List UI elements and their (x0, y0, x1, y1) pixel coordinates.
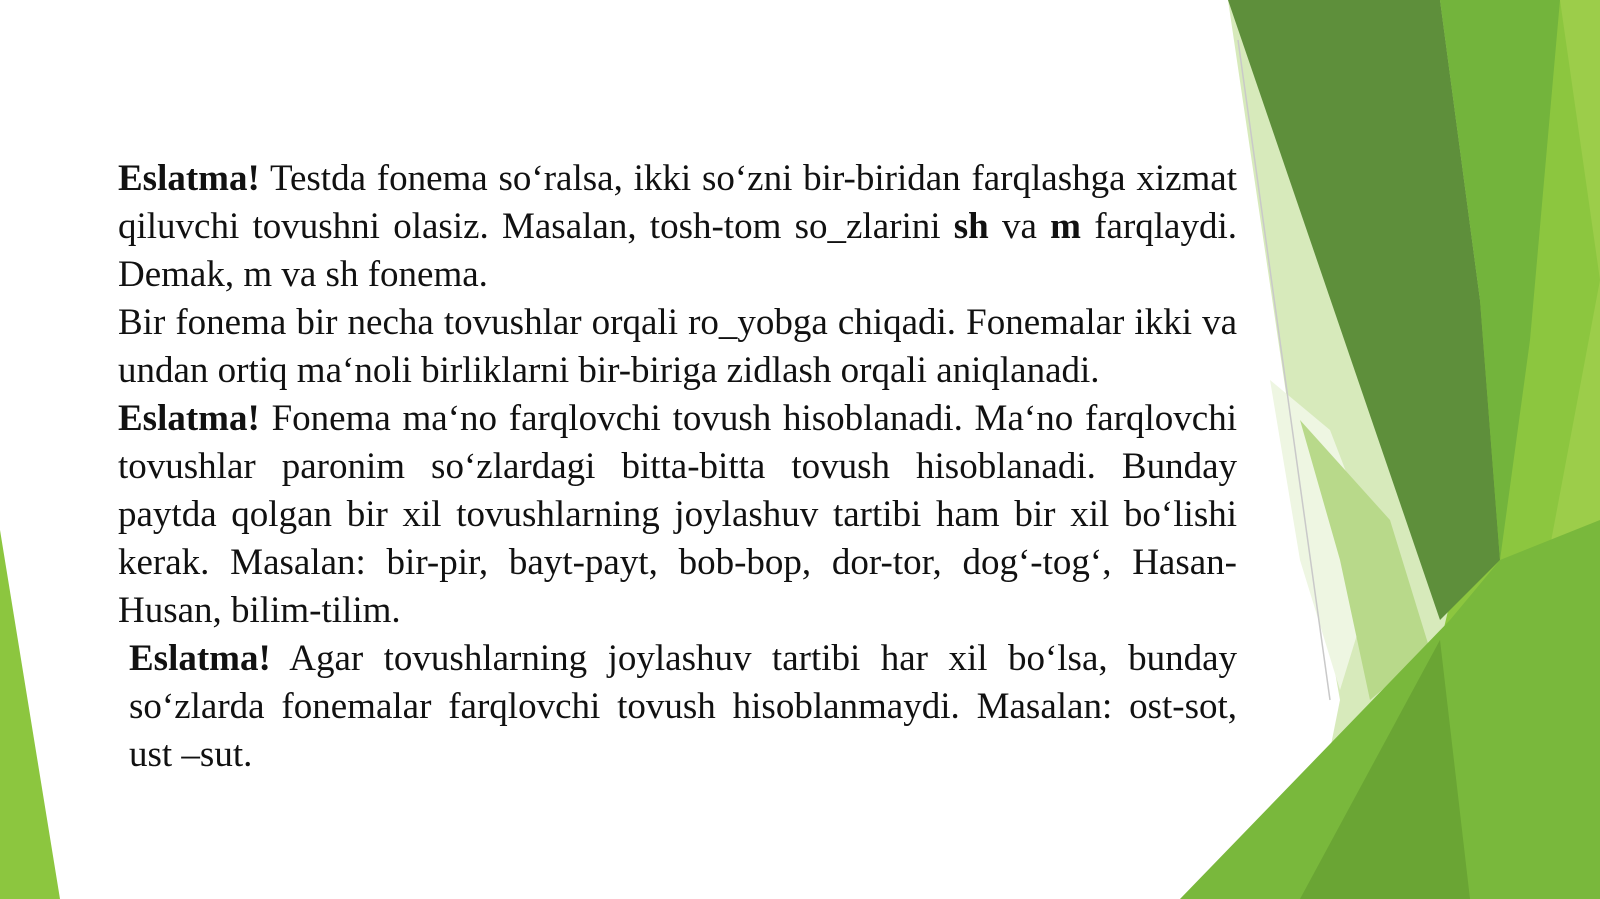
paragraph-4 (118, 635, 1237, 779)
paragraph-3 (118, 395, 1237, 635)
paragraph-text: va (988, 206, 1051, 247)
slide-text-body (118, 155, 1237, 779)
paragraph-2 (118, 299, 1237, 395)
note-label: Eslatma! (118, 158, 260, 199)
paragraph-text: farqlaydi. Demak, m va sh fonema. (118, 206, 1237, 295)
bold-term-m: m (1050, 206, 1081, 247)
paragraph-text: Fonema ma‘no farqlovchi tovush hisoblanadi. Ma‘no farqlovchi tovushlar paronim so‘zlardagi bitta-bitta tovush hisoblanadi. Bunday paytda qolgan bir xil tovushlarning joylashuv tartibi ham bir xil bo‘lishi kerak. Masalan: bir-pir, bayt-payt, bob-bop, dor-tor, dog‘-tog‘, Hasan-Husan, bilim-tilim. (118, 398, 1237, 631)
note-label: Eslatma! (129, 638, 271, 679)
bold-term-sh: sh (953, 206, 989, 247)
paragraph-text: Agar tovushlarning joylashuv tartibi har xil bo‘lsa, bunday so‘zlarda fonemalar farqlovchi tovush hisoblanmaydi. Masalan: ost-sot, ust –sut. (129, 638, 1237, 775)
facet-left (0, 530, 60, 899)
paragraph-text: Bir fonema bir necha tovushlar orqali ro_yobga chiqadi. Fonemalar ikki va undan ortiq ma‘noli birliklarni bir-biriga zidlash orqali aniqlanadi. (118, 302, 1237, 391)
paragraph-text: Testda fonema so‘ralsa, ikki so‘zni bir-biridan farqlashga xizmat qiluvchi tovushni olasiz. Masalan, tosh-tom so_zlarini (118, 158, 1237, 247)
paragraph-1 (118, 155, 1237, 299)
note-label: Eslatma! (118, 398, 260, 439)
